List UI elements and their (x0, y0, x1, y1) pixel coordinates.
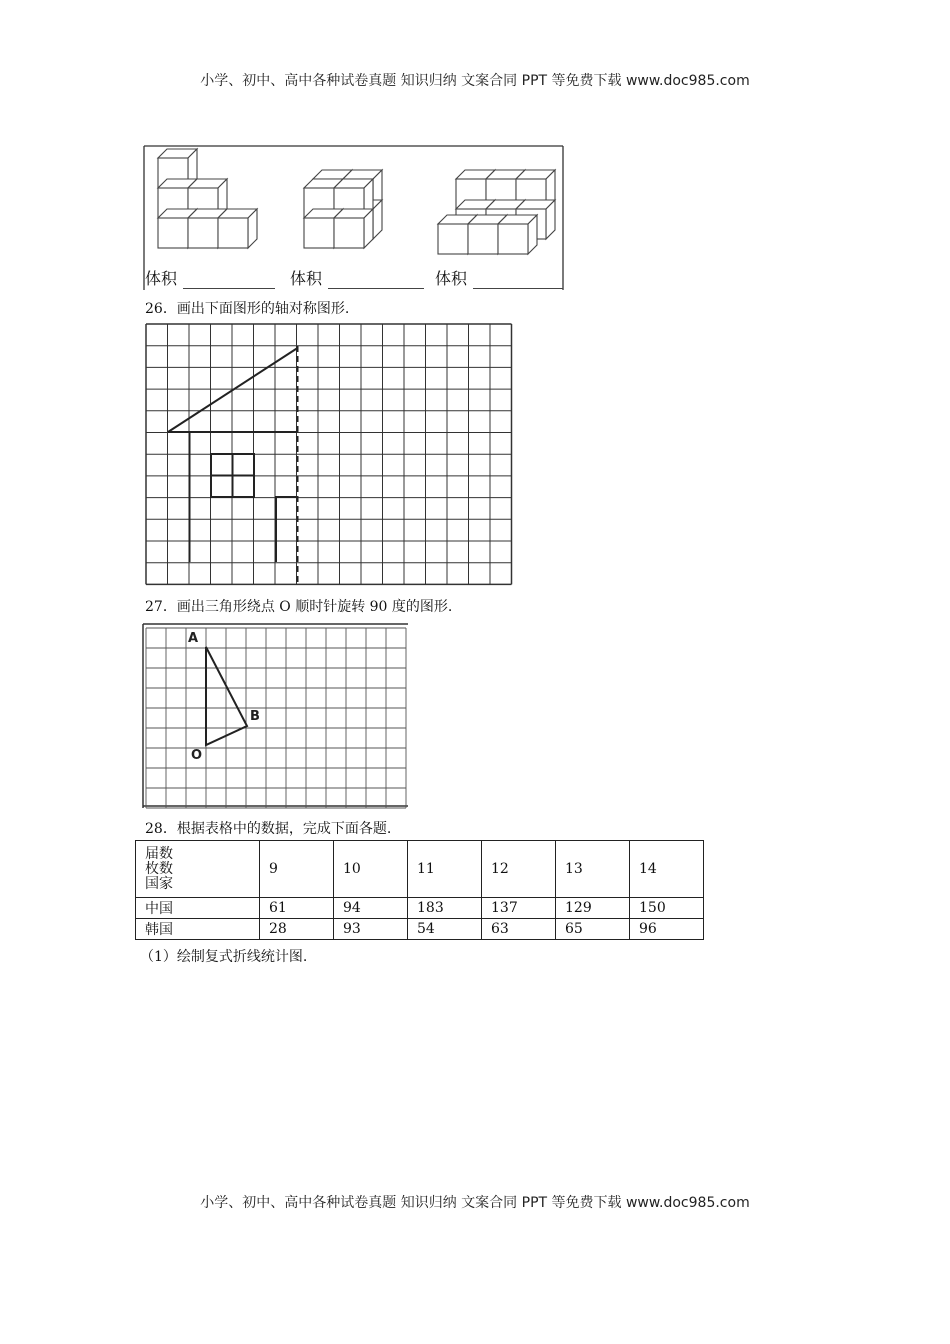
symmetry-grid[interactable] (140, 320, 520, 590)
column-header: 13 (556, 841, 630, 898)
volume-label-2: 体积 (290, 269, 323, 288)
row-label: 中国 (136, 898, 260, 919)
page-header: 小学、初中、高中各种试卷真题 知识归纳 文案合同 PPT 等免费下载 www.doc985.com (200, 73, 750, 89)
rotation-grid[interactable] (140, 620, 410, 810)
volume-blank-1[interactable] (183, 288, 275, 289)
column-header: 10 (334, 841, 408, 898)
question-27: 27．画出三角形绕点 O 顺时针旋转 90 度的图形. (145, 599, 453, 615)
medal-table (135, 840, 704, 940)
question-28-part-1: （1）绘制复式折线统计图. (140, 949, 308, 965)
point-a-label: A (188, 631, 199, 646)
table-cell: 94 (334, 898, 408, 919)
table-cell: 28 (260, 919, 334, 940)
question-28: 28．根据表格中的数据，完成下面各题. (145, 821, 392, 837)
table-cell: 96 (630, 919, 704, 940)
table-cell: 65 (556, 919, 630, 940)
table-corner-cell (136, 841, 260, 898)
table-cell: 93 (334, 919, 408, 940)
column-header: 12 (482, 841, 556, 898)
corner-label-count: 枚数 (145, 860, 173, 877)
table-cell: 137 (482, 898, 556, 919)
cube-figures (140, 142, 565, 292)
page-footer: 小学、初中、高中各种试卷真题 知识归纳 文案合同 PPT 等免费下载 www.doc985.com (200, 1195, 750, 1211)
column-header: 14 (630, 841, 704, 898)
table-row (136, 898, 704, 919)
table-cell: 63 (482, 919, 556, 940)
point-b-label: B (250, 709, 260, 724)
table-cell: 183 (408, 898, 482, 919)
table-cell: 150 (630, 898, 704, 919)
row-label: 韩国 (136, 919, 260, 940)
volume-label-1: 体积 (145, 269, 178, 288)
table-header-row (136, 841, 704, 898)
volume-blank-3[interactable] (473, 288, 563, 289)
column-header: 9 (260, 841, 334, 898)
table-cell: 129 (556, 898, 630, 919)
corner-label-country: 国家 (145, 875, 173, 892)
table-cell: 61 (260, 898, 334, 919)
volume-blank-2[interactable] (328, 288, 424, 289)
column-header: 11 (408, 841, 482, 898)
table-row (136, 919, 704, 940)
volume-label-3: 体积 (435, 269, 468, 288)
table-cell: 54 (408, 919, 482, 940)
question-26: 26．画出下面图形的轴对称图形. (145, 301, 350, 317)
corner-label-session: 届数 (145, 845, 173, 862)
point-o-label: O (191, 748, 203, 763)
